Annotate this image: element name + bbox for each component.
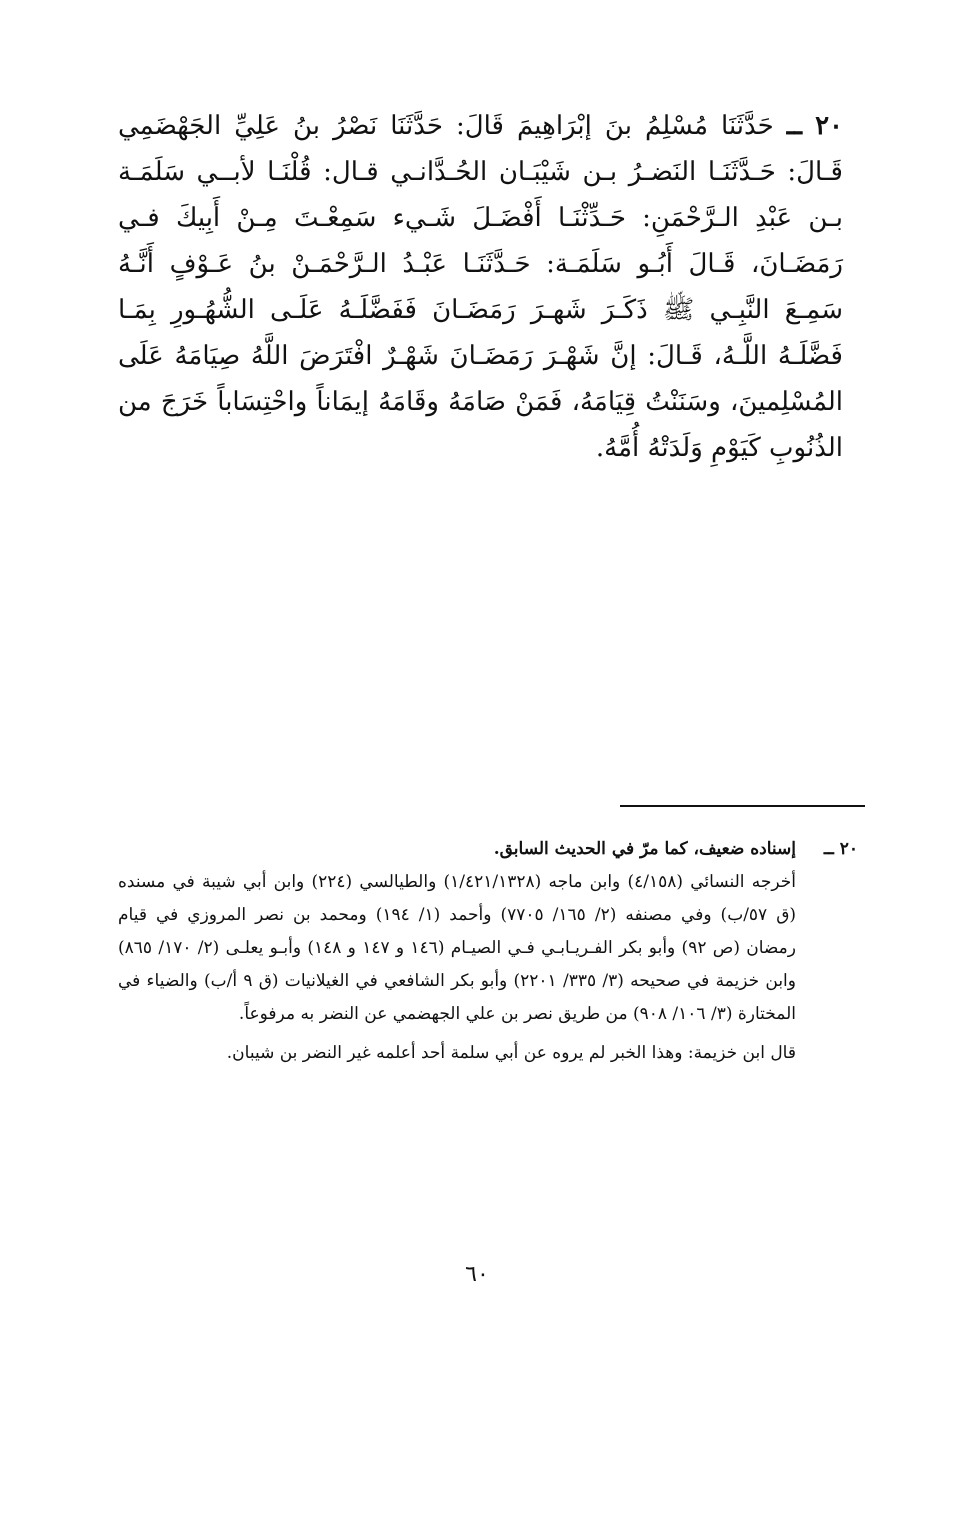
hadith-body: حَدَّثَنَا مُسْلِمُ بنَ إبْرَاهِيمَ قَالَ: حَدَّثَنَا نَصْرُ بنُ عَلِيِّ الجَهْضَمِي قَـالَ: حَـدَّثَنَـا النَضـرُ بـن شَيْبَـان الحُـدَّانـي قـال: قُلْنَـا لأبــي سَلَمَـة بـن عَبْدِ الـرَّحْمَنِ: حَـدِّثْنَـا أَفْضَـلَ شَـيء سَمِعْـتَ مِـنْ أَبِيكَ فـي رَمَضَـانَ، قَـالَ أَبُـو سَلَمَـة: حَـدَّثَنَـا عَبْـدُ الـرَّحْمَـنْ بنُ عَـوْفٍ أَنَّـهُ سَمِـعَ النَّبِـي ﷺ ذَكَـرَ شَهـرَ رَمَضَـانَ فَفَضَّلَـهُ عَلَـى الشُّهُـورِ بِمَـا فَضَّلَـهُ اللَّـهُ، قَـالَ: إنَّ شَهْـرَ رَمَضَـانَ شَهْـرٌ افْتَرَضَ اللَّهُ صِيَامَهُ عَلَى المُسْلِمينَ، وسَنَنْتُ قِيَامَهُ، فَمَنْ صَامَهُ وقَامَهُ إيمَاناً واحْتِسَاباً خَرَجَ من الذُنُوبِ كَيَوْمِ وَلَدَتْهُ أُمَّهُ. (118, 111, 843, 463)
footnote-lead: إسناده ضعيف، كما مرّ في الحديث السابق. (493, 839, 796, 859)
hadith-text (118, 103, 843, 471)
page-number: ٦٠ (465, 1262, 489, 1287)
footnote-note: قال ابن خزيمة: وهذا الخبر لم يروه عن أبي سلمة أحد أعلمه غير النضر بن شيبان. (226, 1043, 796, 1063)
footnote (118, 833, 858, 1070)
footnote-marker: ٢٠ ــ (823, 839, 858, 859)
hadith-dash: ــ (786, 111, 803, 141)
footnote-separator (620, 805, 865, 807)
hadith-number: ٢٠ (815, 111, 843, 141)
footnote-takhrij: أخرجه النسائي (٤/١٥٨) وابن ماجه (١/٤٢١/١٣٢٨) والطيالسي (٢٢٤) وابن أبي شيبة في مسنده (ق ٥٧/ب) وفي مصنفه (٢/ ١٦٥/ ٧٧٠٥) وأحمد (١/ ١٩٤) ومحمد بن نصر المروزي في قيام رمضان (ص ٩٢) وأبو بكر الفـريـابـي فـي الصيـام (١٤٦ و ١٤٧ و ١٤٨) وأبـو يعلـى (٢/ ١٧٠/ ٨٦٥) وابن خزيمة في صحيحه (٣/ ٣٣٥/ ٢٢٠١) وأبو بكر الشافعي في الغيلانيات (ق ٩ أ/ب) والضياء في المختارة (٣/ ١٠٦/ ٩٠٨) من طريق نصر بن علي الجهضمي عن النضر به مرفوعاً. (118, 872, 797, 1024)
footnote-body (118, 833, 796, 1070)
